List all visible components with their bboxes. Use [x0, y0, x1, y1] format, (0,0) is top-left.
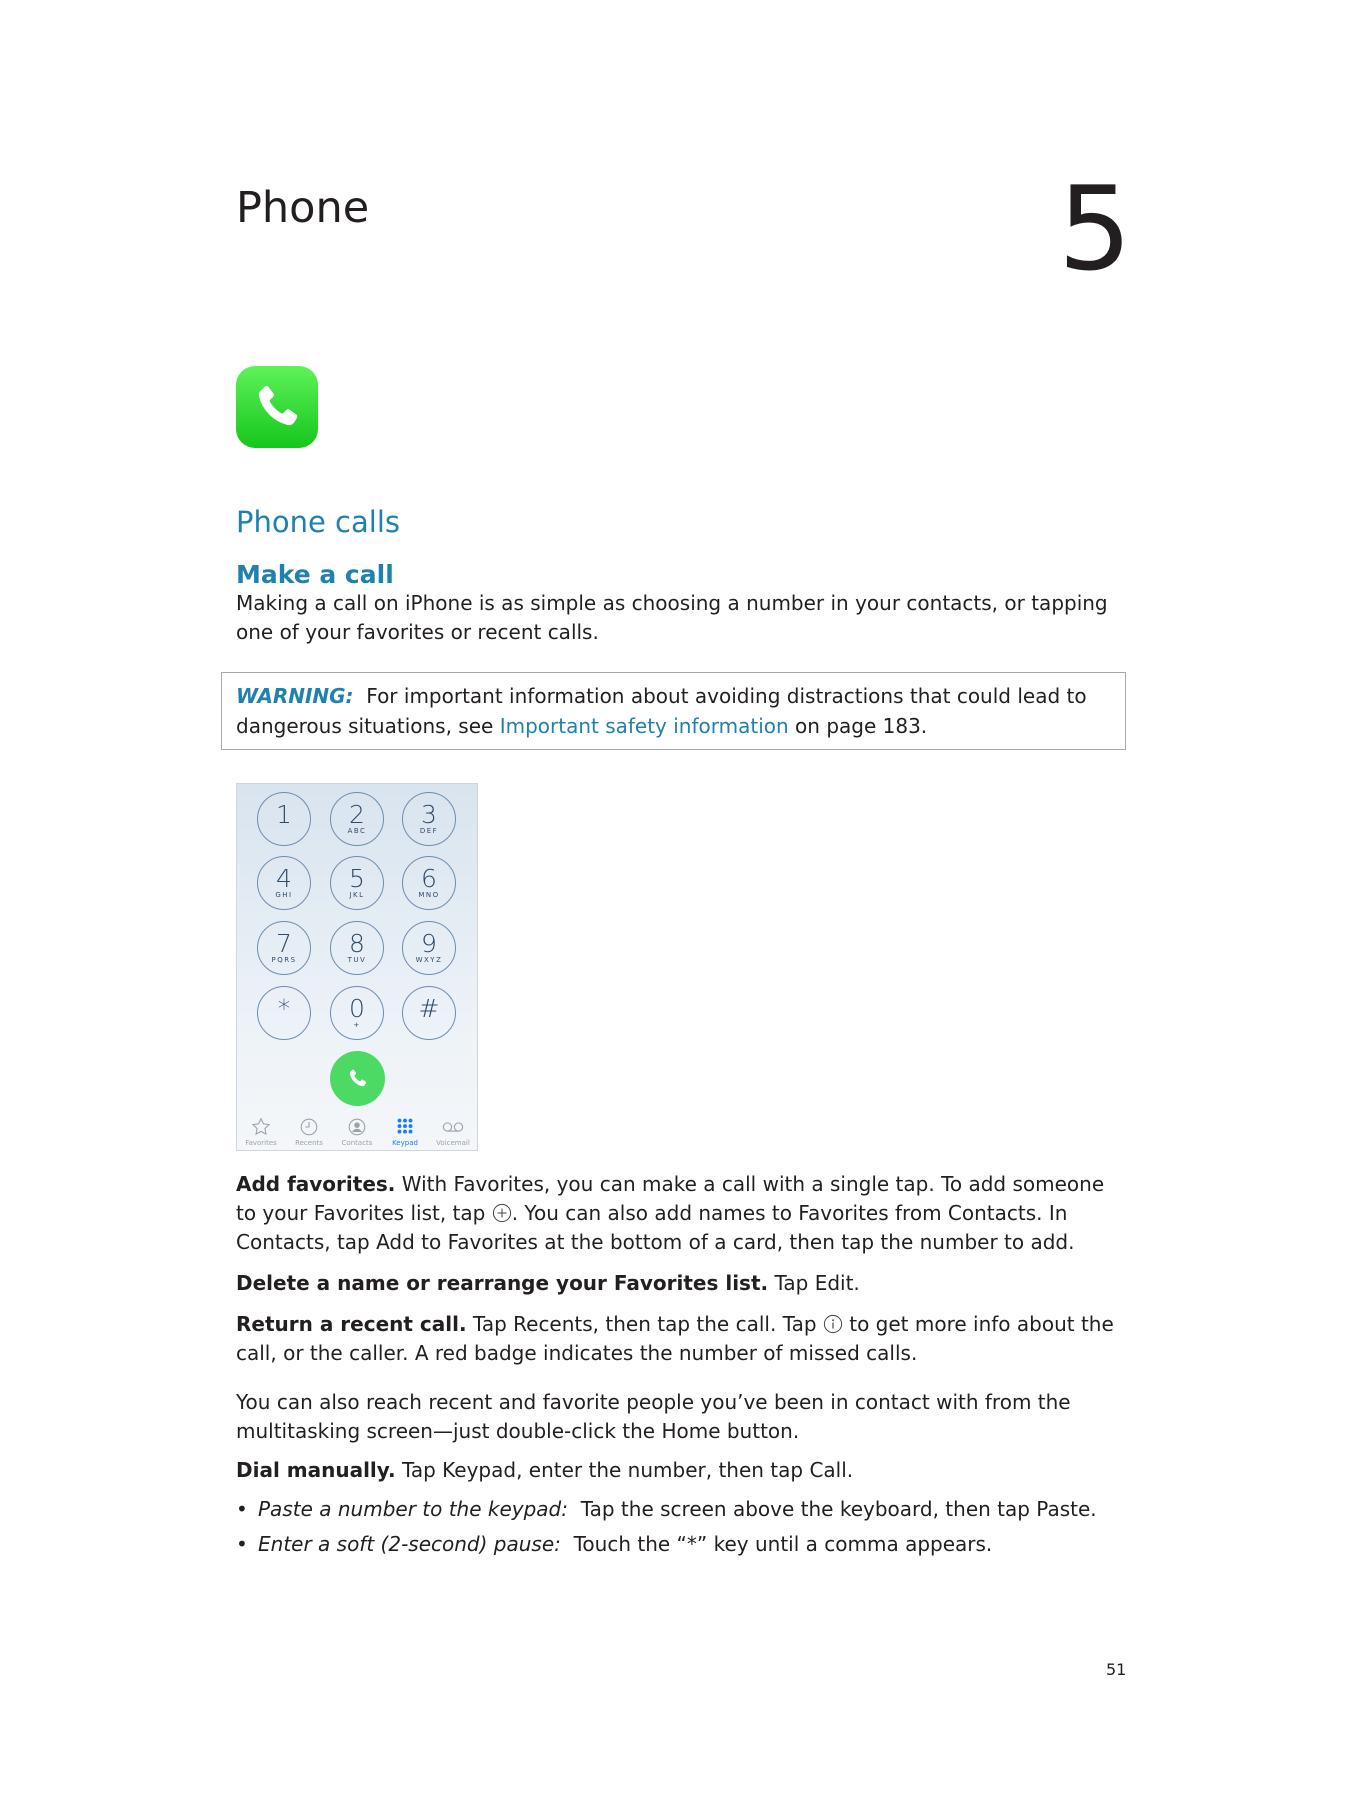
- key-6[interactable]: 6 MNO: [402, 856, 456, 910]
- key-5[interactable]: 5 JKL: [330, 856, 384, 910]
- tab-voicemail[interactable]: Voicemail: [429, 1114, 477, 1148]
- add-favorites-paragraph: Add favorites. With Favorites, you can make a call with a single tap. To add someone to your Favorites list, tap . You can also add names to Favorites from Contacts. In Contacts, tap Add to Favorites at the bottom of a card, then tap the number to add.: [236, 1172, 1105, 1254]
- tab-bar: [237, 1114, 477, 1151]
- warning-page-ref: on page 183.: [795, 714, 928, 738]
- safety-info-link[interactable]: Important safety information: [499, 714, 789, 738]
- bullet-text: Touch the “*” key until a comma appears.: [573, 1532, 993, 1556]
- key-3[interactable]: 3 DEF: [402, 792, 456, 846]
- key-9[interactable]: 9 WXYZ: [402, 921, 456, 975]
- warning-box: [221, 672, 1126, 750]
- section-title: Phone calls: [236, 505, 400, 539]
- dial-manually-paragraph: Dial manually. Tap Keypad, enter the number, then tap Call.: [236, 1458, 854, 1482]
- bullet-term: Paste a number to the keypad:: [258, 1497, 568, 1521]
- key-2[interactable]: 2 ABC: [330, 792, 384, 846]
- add-favorites-label: Add favorites.: [236, 1172, 396, 1196]
- chapter-number: 5: [1058, 162, 1132, 297]
- chapter-title: Phone: [236, 183, 370, 233]
- phone-handset-icon: [330, 1051, 385, 1106]
- bullet-term: Enter a soft (2-second) pause:: [258, 1532, 561, 1556]
- clock-icon: [298, 1116, 320, 1138]
- keypad-grid-icon: [394, 1116, 416, 1138]
- keypad-screenshot: [236, 783, 478, 1151]
- warning-text: [236, 681, 1112, 741]
- key-hash[interactable]: #: [402, 986, 456, 1040]
- tab-contacts[interactable]: Contacts: [333, 1114, 381, 1148]
- bullet-item: • Paste a number to the keypad: Tap the screen above the keyboard, then tap Paste.: [236, 1497, 1097, 1521]
- tab-recents[interactable]: Recents: [285, 1114, 333, 1148]
- key-4[interactable]: 4 GHI: [257, 856, 311, 910]
- return-call-label: Return a recent call.: [236, 1312, 467, 1336]
- phone-handset-icon: [251, 381, 303, 433]
- dial-manually-label: Dial manually.: [236, 1458, 396, 1482]
- phone-app-icon: [236, 366, 318, 448]
- call-button[interactable]: [330, 1051, 385, 1106]
- key-8[interactable]: 8 TUV: [330, 921, 384, 975]
- bullet-item: • Enter a soft (2-second) pause: Touch the “*” key until a comma appears.: [236, 1532, 993, 1556]
- tab-keypad[interactable]: Keypad: [381, 1114, 429, 1148]
- key-0[interactable]: 0 +: [330, 986, 384, 1040]
- bullet-text: Tap the screen above the keyboard, then tap Paste.: [580, 1497, 1097, 1521]
- intro-paragraph: Making a call on iPhone is as simple as choosing a number in your contacts, or tapping one of your favorites or recent calls.: [236, 591, 1108, 644]
- page-number: 51: [1106, 1660, 1127, 1679]
- key-star[interactable]: *: [257, 986, 311, 1040]
- key-1[interactable]: 1: [257, 792, 311, 846]
- warning-body: For important information about avoiding distractions that could lead to dangerous situations, see: [236, 684, 1087, 738]
- star-icon: [250, 1116, 272, 1138]
- delete-name-label: Delete a name or rearrange your Favorites list.: [236, 1271, 769, 1295]
- tab-favorites[interactable]: Favorites: [237, 1114, 285, 1148]
- multitasking-paragraph: You can also reach recent and favorite people you’ve been in contact with from the multitasking screen—just double-click the Home button.: [236, 1390, 1071, 1443]
- info-circle-icon: [823, 1314, 843, 1334]
- subsection-title: Make a call: [236, 560, 394, 589]
- voicemail-icon: [441, 1116, 465, 1138]
- add-circle-icon: [492, 1203, 512, 1223]
- warning-label: WARNING:: [236, 684, 354, 708]
- key-7[interactable]: 7 PQRS: [257, 921, 311, 975]
- return-call-paragraph: Return a recent call. Tap Recents, then tap the call. Tap to get more info about the call, or the caller. A red badge indicates the number of missed calls.: [236, 1312, 1114, 1365]
- contact-icon: [346, 1116, 368, 1138]
- delete-name-paragraph: Delete a name or rearrange your Favorites list. Tap Edit.: [236, 1271, 860, 1295]
